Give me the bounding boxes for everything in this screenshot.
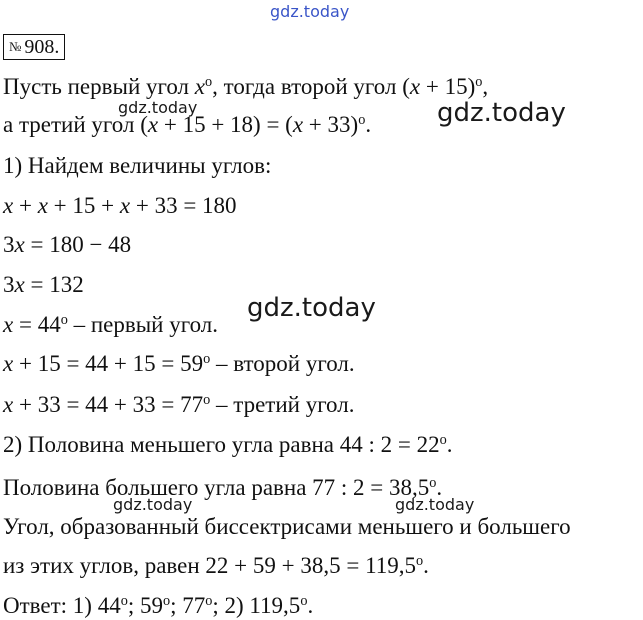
watermark-bottom-left: gdz.today [113, 495, 193, 514]
watermark-bottom-right: gdz.today [395, 495, 475, 514]
watermark-center: gdz.today [247, 293, 376, 323]
equation-line-8: $x + 15 = 44 + 15 = 59^o$ – второй угол. [3, 351, 355, 376]
problem-number [3, 34, 65, 60]
problem-number-value: 908. [24, 36, 60, 58]
solution-line-2: а третий угол $(x + 15 + 18) = (x + 33)^o$. [3, 112, 372, 137]
watermark-mid-right: gdz.today [437, 98, 566, 128]
solution-line-12: Угол, образованный биссектрисами меньшего и большего [3, 514, 571, 539]
equation-line-9: $x + 33 = 44 + 33 = 77^o$ – третий угол. [3, 392, 355, 417]
solution-line-1: Пусть первый угол $x^o$, тогда второй угол $(x + 15)^o$, [3, 74, 489, 99]
solution-line-13: из этих углов, равен $22 + 59 + 38,5 = 119,5^o$. [3, 553, 429, 578]
solution-line-3: 1) Найдем величины углов: [3, 153, 272, 178]
answer-line: Ответ: 1) 44$^o$; 59$^o$; 77$^o$; 2) 119,5$^o$. [3, 593, 314, 618]
equation-line-5: 3x = 180 − 48 [3, 232, 132, 257]
equation-line-7: $x = 44^o$ – первый угол. [3, 312, 219, 337]
number-sign: № [9, 39, 22, 54]
watermark-top: gdz.today [270, 2, 350, 21]
equation-line-6: 3x = 132 [3, 272, 84, 297]
equation-line-4: x + x + 15 + x + 33 = 180 [3, 193, 237, 218]
watermark-mid-small: gdz.today [118, 98, 198, 117]
solution-line-11: Половина большего угла равна 77 : $2 = 38,5^o$. [3, 475, 443, 500]
solution-line-10: 2) Половина меньшего угла равна 44 : $2 = 22^o$. [3, 432, 453, 457]
